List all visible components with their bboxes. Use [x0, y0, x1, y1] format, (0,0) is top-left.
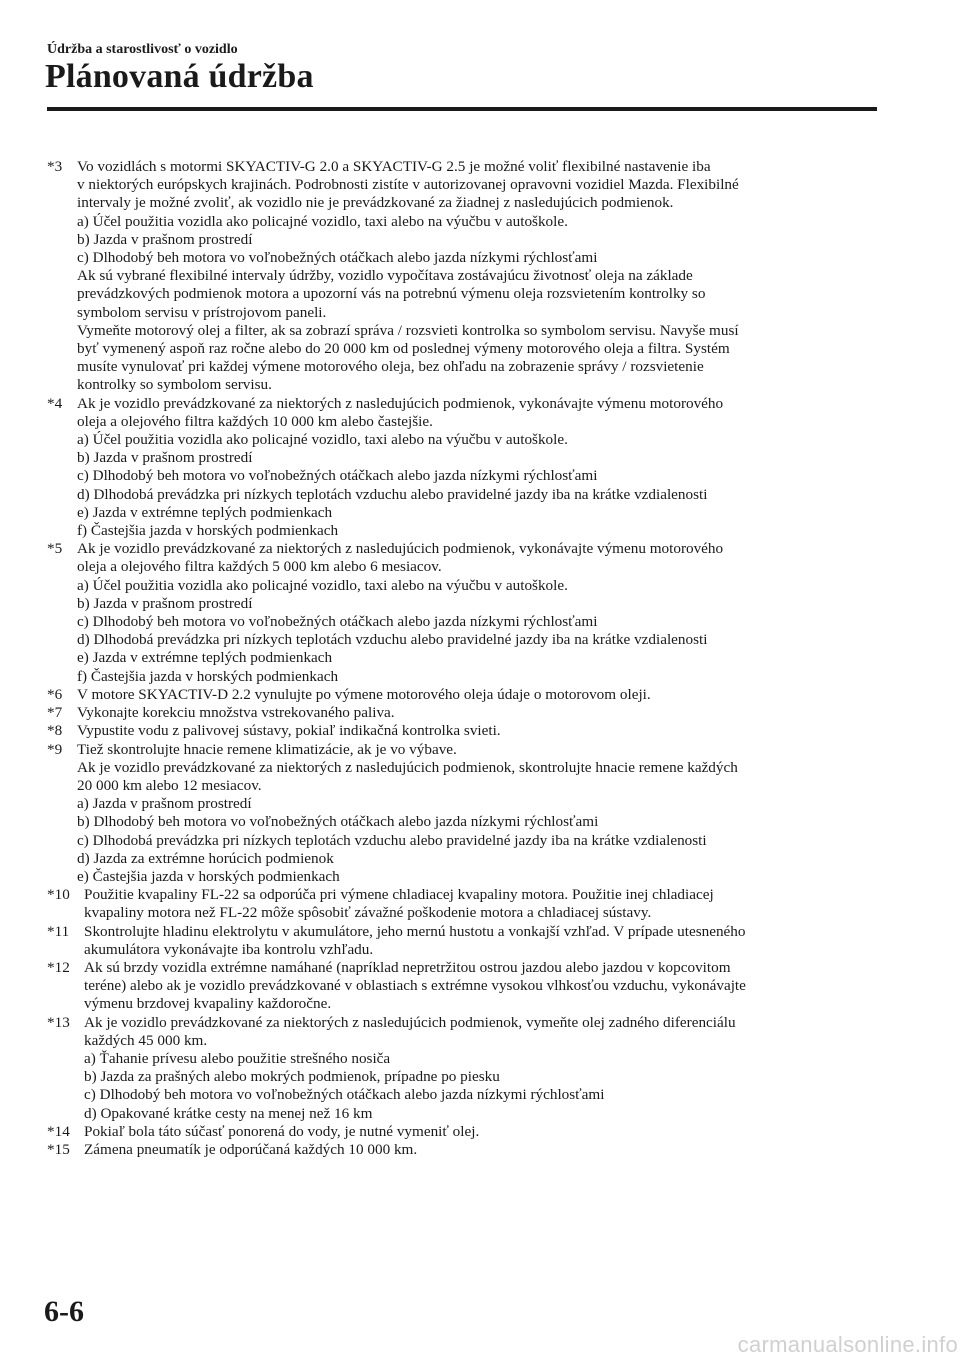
- footnote-line: b) Jazda v prašnom prostredí: [77, 594, 253, 612]
- footnote-line: f) Častejšia jazda v horských podmienkach: [77, 667, 339, 685]
- footnote-line: oleja a olejového filtra každých 5 000 km alebo 6 mesiacov.: [77, 558, 442, 576]
- footnote-item: [47, 704, 877, 722]
- footnote-line: c) Dlhodobý beh motora vo voľnobežných otáčkach alebo jazda nízkymi rýchlosťami: [77, 467, 598, 485]
- footnote-item: [47, 540, 877, 686]
- footnote-line: Ak sú vybrané flexibilné intervaly údržby, vozidlo vypočítava zostávajúcu životnosť oleja na základe: [77, 267, 693, 285]
- footnote-line: Vymeňte motorový olej a filter, ak sa zobrazí správa / rozsvieti kontrolka so symbolom servisu. Navyše musí: [77, 321, 739, 339]
- footnote-line: d) Dlhodobá prevádzka pri nízkych teplotách vzduchu alebo pravidelné jazdy iba na krátke vzdialenosti: [77, 631, 708, 649]
- footnote-marker: *8: [47, 722, 63, 740]
- footnote-line: d) Jazda za extrémne horúcich podmienok: [77, 849, 334, 867]
- footnote-line: d) Opakované krátke cesty na menej než 16 km: [84, 1104, 373, 1122]
- footnote-line: c) Dlhodobý beh motora vo voľnobežných otáčkach alebo jazda nízkymi rýchlosťami: [84, 1086, 605, 1104]
- footnote-item: [47, 923, 877, 959]
- footnote-line: intervaly je možné zvoliť, ak vozidlo nie je prevádzkované za žiadnej z nasledujúcich podmienok.: [77, 194, 674, 212]
- footnote-line: e) Častejšia jazda v horských podmienkach: [77, 867, 340, 885]
- footnote-line: Tiež skontrolujte hnacie remene klimatizácie, ak je vo výbave.: [77, 740, 457, 758]
- footnote-line: Zámena pneumatík je odporúčaná každých 10 000 km.: [84, 1140, 418, 1158]
- title-rule: [47, 107, 877, 111]
- footnote-line: V motore SKYACTIV-D 2.2 vynulujte po výmene motorového oleja údaje o motorovom oleji.: [77, 685, 651, 703]
- footnote-line: Vo vozidlách s motormi SKYACTIV-G 2.0 a SKYACTIV-G 2.5 je možné voliť flexibilné nastavenie iba: [77, 158, 711, 175]
- footnote-line: 20 000 km alebo 12 mesiacov.: [77, 776, 262, 794]
- footnote-item: [47, 158, 877, 395]
- footnote-line: Skontrolujte hladinu elektrolytu v akumulátore, jeho mernú hustotu a vonkajší vzhľad. V prípade utesneného: [84, 922, 746, 940]
- footnote-line: e) Jazda v extrémne teplých podmienkach: [77, 649, 333, 667]
- footnote-line: Vykonajte korekciu množstva vstrekovaného paliva.: [77, 704, 395, 722]
- footnote-marker: *13: [47, 1013, 70, 1031]
- footnote-line: výmenu brzdovej kvapaliny každoročne.: [84, 995, 332, 1013]
- footnote-line: prevádzkových podmienok motora a upozorní vás na potrebnú výmenu oleja rozsvietením kontrolky so: [77, 285, 706, 303]
- footnote-item: [47, 686, 877, 704]
- footnote-line: b) Jazda v prašnom prostredí: [77, 449, 253, 467]
- page-title: Plánovaná údržba: [45, 58, 314, 95]
- footnote-marker: *15: [47, 1140, 70, 1158]
- footnote-item: [47, 395, 877, 541]
- footnote-line: Ak je vozidlo prevádzkované za niektorých z nasledujúcich podmienok, skontrolujte hnacie remene každých: [77, 758, 738, 776]
- footnote-item: [47, 741, 877, 887]
- page-number: 6-6: [44, 1295, 84, 1328]
- footnote-item: [47, 1123, 877, 1141]
- footnote-line: Pokiaľ bola táto súčasť ponorená do vody, je nutné vymeniť olej.: [84, 1122, 480, 1140]
- footnote-item: [47, 1014, 877, 1123]
- footnote-item: [47, 886, 877, 922]
- footnote-line: b) Dlhodobý beh motora vo voľnobežných otáčkach alebo jazda nízkymi rýchlosťami: [77, 813, 599, 831]
- footnote-line: teréne) alebo ak je vozidlo prevádzkované v oblastiach s extrémne vysokou vlhkosťou vzduchu, vykonávajte: [84, 977, 746, 995]
- footnote-line: Ak je vozidlo prevádzkované za niektorých z nasledujúcich podmienok, vykonávajte výmenu motorového: [77, 394, 724, 412]
- footnote-line: a) Ťahanie prívesu alebo použitie strešného nosiča: [84, 1049, 391, 1067]
- footnote-line: a) Účel použitia vozidla ako policajné vozidlo, taxi alebo na výučbu v autoškole.: [77, 576, 568, 594]
- footnote-line: oleja a olejového filtra každých 10 000 km alebo častejšie.: [77, 412, 433, 430]
- footnote-line: b) Jazda za prašných alebo mokrých podmienok, prípadne po piesku: [84, 1068, 500, 1086]
- footnote-line: symbolom servisu v prístrojovom paneli.: [77, 303, 327, 321]
- footnote-item: [47, 1141, 877, 1159]
- footnote-marker: *12: [47, 958, 70, 976]
- footnote-line: f) Častejšia jazda v horských podmienkach: [77, 522, 339, 540]
- footnote-item: [47, 722, 877, 740]
- footnote-line: kvapaliny motora než FL-22 môže spôsobiť závažné poškodenie motora a chladiacej sústavy.: [84, 904, 652, 922]
- footnote-line: byť vymenený aspoň raz ročne alebo do 20 000 km od poslednej výmeny motorového oleja a filtra. Systém: [77, 340, 730, 358]
- footnote-marker: *11: [47, 922, 70, 940]
- footnote-marker: *10: [47, 886, 70, 904]
- notes-list: [47, 158, 877, 1159]
- section-label: Údržba a starostlivosť o vozidlo: [47, 42, 238, 57]
- footnote-line: kontrolky so symbolom servisu.: [77, 376, 272, 394]
- footnote-line: b) Jazda v prašnom prostredí: [77, 230, 253, 248]
- footnote-line: Použitie kvapaliny FL-22 sa odporúča pri výmene chladiacej kvapaliny motora. Použitie inej chladiacej: [84, 886, 714, 904]
- footnote-line: c) Dlhodobý beh motora vo voľnobežných otáčkach alebo jazda nízkymi rýchlosťami: [77, 249, 598, 267]
- footnote-line: Ak je vozidlo prevádzkované za niektorých z nasledujúcich podmienok, vymeňte olej zadného diferenciálu: [84, 1013, 736, 1031]
- footnote-line: a) Jazda v prašnom prostredí: [77, 795, 252, 813]
- footnote-line: a) Účel použitia vozidla ako policajné vozidlo, taxi alebo na výučbu v autoškole.: [77, 212, 568, 230]
- footnote-line: a) Účel použitia vozidla ako policajné vozidlo, taxi alebo na výučbu v autoškole.: [77, 431, 568, 449]
- footnote-marker: *7: [47, 704, 63, 722]
- footnote-line: každých 45 000 km.: [84, 1031, 208, 1049]
- footnote-marker: *14: [47, 1122, 70, 1140]
- footnote-line: d) Dlhodobá prevádzka pri nízkych teplotách vzduchu alebo pravidelné jazdy iba na krátke vzdialenosti: [77, 485, 708, 503]
- footnote-line: Vypustite vodu z palivovej sústavy, pokiaľ indikačná kontrolka svieti.: [77, 722, 501, 740]
- footnote-item: [47, 959, 877, 1014]
- footnote-line: akumulátora vykonávajte iba kontrolu vzhľadu.: [84, 940, 374, 958]
- footnote-marker: *4: [47, 394, 63, 412]
- footnote-marker: *5: [47, 540, 63, 558]
- footnote-marker: *9: [47, 740, 63, 758]
- footnote-marker: *6: [47, 685, 63, 703]
- footnote-line: e) Jazda v extrémne teplých podmienkach: [77, 503, 333, 521]
- footnote-line: c) Dlhodobý beh motora vo voľnobežných otáčkach alebo jazda nízkymi rýchlosťami: [77, 613, 598, 631]
- watermark-site: carmanualsonline.info: [737, 1332, 958, 1357]
- footnote-line: c) Dlhodobá prevádzka pri nízkych teplotách vzduchu alebo pravidelné jazdy iba na krátke vzdialenosti: [77, 831, 707, 849]
- footnote-line: v niektorých európskych krajinách. Podrobnosti zistíte v autorizovanej opravovni vozidiel Mazda. Flexibilné: [77, 176, 739, 194]
- footnote-line: musíte vynulovať pri každej výmene motorového oleja, bez ohľadu na zobrazenie správy / rozsvietenie: [77, 358, 704, 376]
- footnote-marker: *3: [47, 158, 63, 175]
- footnote-line: Ak je vozidlo prevádzkované za niektorých z nasledujúcich podmienok, vykonávajte výmenu motorového: [77, 540, 724, 558]
- footnote-line: Ak sú brzdy vozidla extrémne namáhané (napríklad nepretržitou ostrou jazdou alebo jazdou v kopcovitom: [84, 958, 731, 976]
